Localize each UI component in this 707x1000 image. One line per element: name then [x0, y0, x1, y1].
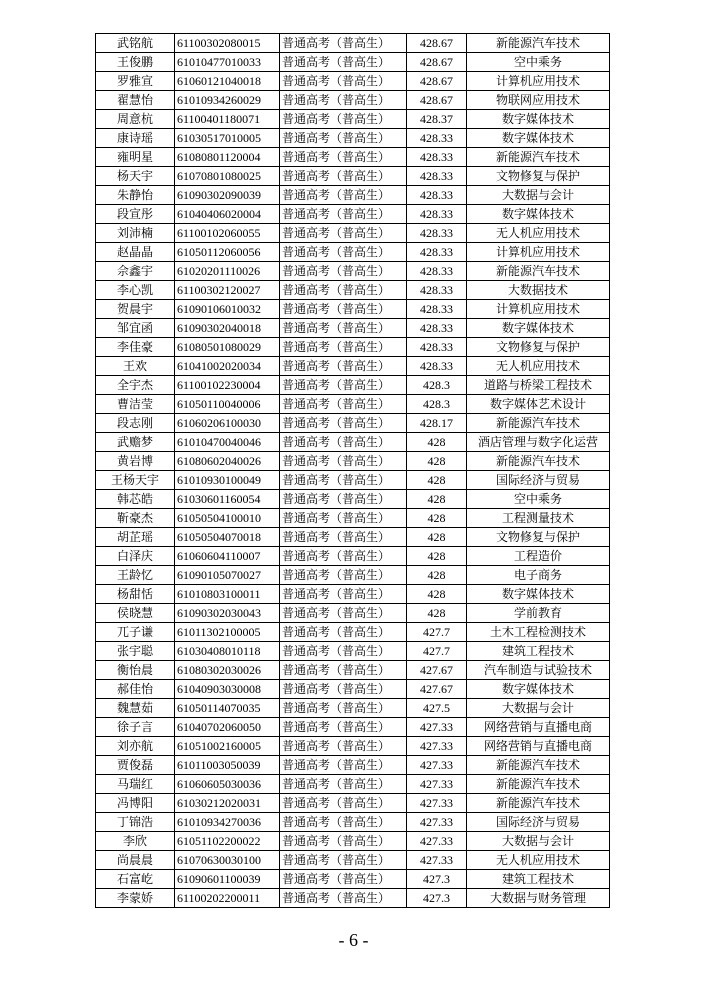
table-body	[96, 34, 610, 908]
student-name-cell: 刘亦航	[96, 737, 175, 756]
score-cell: 427.33	[407, 794, 467, 813]
score-cell: 428.33	[407, 129, 467, 148]
exam-type-cell: 普通高考（普高生）	[280, 300, 407, 319]
student-name-cell: 白泽庆	[96, 547, 175, 566]
exam-id-cell: 61010470040046	[175, 433, 280, 452]
score-cell: 428.33	[407, 243, 467, 262]
exam-id-cell: 61051102200022	[175, 832, 280, 851]
exam-type-cell: 普通高考（普高生）	[280, 661, 407, 680]
major-cell: 网络营销与直播电商	[467, 718, 610, 737]
exam-id-cell: 61011003050039	[175, 756, 280, 775]
major-cell: 新能源汽车技术	[467, 262, 610, 281]
major-cell: 数字媒体艺术设计	[467, 395, 610, 414]
exam-type-cell: 普通高考（普高生）	[280, 414, 407, 433]
major-cell: 新能源汽车技术	[467, 34, 610, 53]
score-cell: 428	[407, 528, 467, 547]
exam-id-cell: 61040903030008	[175, 680, 280, 699]
exam-type-cell: 普通高考（普高生）	[280, 528, 407, 547]
exam-type-cell: 普通高考（普高生）	[280, 813, 407, 832]
table-row	[96, 281, 610, 300]
student-name-cell: 朱静怡	[96, 186, 175, 205]
student-name-cell: 赵晶晶	[96, 243, 175, 262]
score-cell: 428	[407, 566, 467, 585]
exam-type-cell: 普通高考（普高生）	[280, 262, 407, 281]
table-row	[96, 471, 610, 490]
exam-type-cell: 普通高考（普高生）	[280, 243, 407, 262]
student-name-cell: 罗雅宣	[96, 72, 175, 91]
major-cell: 数字媒体技术	[467, 585, 610, 604]
exam-id-cell: 61030212020031	[175, 794, 280, 813]
exam-id-cell: 61100302120027	[175, 281, 280, 300]
major-cell: 建筑工程技术	[467, 870, 610, 889]
table-row	[96, 870, 610, 889]
score-cell: 427.7	[407, 623, 467, 642]
student-name-cell: 佘鑫宇	[96, 262, 175, 281]
table-row	[96, 395, 610, 414]
exam-type-cell: 普通高考（普高生）	[280, 889, 407, 908]
exam-id-cell: 61030408010118	[175, 642, 280, 661]
score-cell: 427.7	[407, 642, 467, 661]
exam-id-cell: 61041002020034	[175, 357, 280, 376]
exam-id-cell: 61020201110026	[175, 262, 280, 281]
exam-type-cell: 普通高考（普高生）	[280, 699, 407, 718]
major-cell: 学前教育	[467, 604, 610, 623]
score-cell: 428.33	[407, 262, 467, 281]
exam-id-cell: 61090601100039	[175, 870, 280, 889]
major-cell: 新能源汽车技术	[467, 775, 610, 794]
table-row	[96, 129, 610, 148]
exam-id-cell: 61050504100010	[175, 509, 280, 528]
exam-id-cell: 61050504070018	[175, 528, 280, 547]
major-cell: 空中乘务	[467, 53, 610, 72]
table-row	[96, 91, 610, 110]
exam-type-cell: 普通高考（普高生）	[280, 395, 407, 414]
major-cell: 无人机应用技术	[467, 851, 610, 870]
table-row	[96, 319, 610, 338]
student-name-cell: 马瑞红	[96, 775, 175, 794]
exam-type-cell: 普通高考（普高生）	[280, 623, 407, 642]
major-cell: 物联网应用技术	[467, 91, 610, 110]
table-row	[96, 262, 610, 281]
exam-id-cell: 61010930100049	[175, 471, 280, 490]
exam-id-cell: 61060121040018	[175, 72, 280, 91]
exam-id-cell: 61100302080015	[175, 34, 280, 53]
table-row	[96, 72, 610, 91]
exam-id-cell: 61090302030043	[175, 604, 280, 623]
student-name-cell: 石富屹	[96, 870, 175, 889]
student-name-cell: 曹洁莹	[96, 395, 175, 414]
exam-id-cell: 61051002160005	[175, 737, 280, 756]
major-cell: 无人机应用技术	[467, 224, 610, 243]
score-cell: 427.67	[407, 680, 467, 699]
score-cell: 428	[407, 471, 467, 490]
score-cell: 428.33	[407, 148, 467, 167]
student-name-cell: 康诗瑶	[96, 129, 175, 148]
score-cell: 428.33	[407, 319, 467, 338]
table-row	[96, 851, 610, 870]
table-row	[96, 509, 610, 528]
student-name-cell: 韩芯皓	[96, 490, 175, 509]
table-row	[96, 148, 610, 167]
major-cell: 大数据与财务管理	[467, 889, 610, 908]
major-cell: 土木工程检测技术	[467, 623, 610, 642]
student-name-cell: 杨天宇	[96, 167, 175, 186]
major-cell: 数字媒体技术	[467, 205, 610, 224]
exam-type-cell: 普通高考（普高生）	[280, 851, 407, 870]
major-cell: 计算机应用技术	[467, 300, 610, 319]
table-row	[96, 452, 610, 471]
score-cell: 428.3	[407, 376, 467, 395]
score-cell: 427.33	[407, 851, 467, 870]
score-cell: 428	[407, 452, 467, 471]
table-row	[96, 775, 610, 794]
exam-id-cell: 61100401180071	[175, 110, 280, 129]
major-cell: 大数据技术	[467, 281, 610, 300]
major-cell: 文物修复与保护	[467, 338, 610, 357]
student-name-cell: 王欢	[96, 357, 175, 376]
major-cell: 工程测量技术	[467, 509, 610, 528]
exam-id-cell: 61080602040026	[175, 452, 280, 471]
major-cell: 文物修复与保护	[467, 528, 610, 547]
score-cell: 428.33	[407, 205, 467, 224]
score-cell: 428.3	[407, 395, 467, 414]
table-row	[96, 756, 610, 775]
exam-id-cell: 61090106010032	[175, 300, 280, 319]
score-cell: 428.33	[407, 281, 467, 300]
score-cell: 427.3	[407, 889, 467, 908]
student-name-cell: 魏慧茹	[96, 699, 175, 718]
exam-type-cell: 普通高考（普高生）	[280, 91, 407, 110]
table-row	[96, 528, 610, 547]
major-cell: 工程造价	[467, 547, 610, 566]
exam-id-cell: 61090105070027	[175, 566, 280, 585]
score-cell: 427.33	[407, 718, 467, 737]
table-row	[96, 186, 610, 205]
exam-id-cell: 61010934260029	[175, 91, 280, 110]
exam-type-cell: 普通高考（普高生）	[280, 186, 407, 205]
exam-id-cell: 61100202200011	[175, 889, 280, 908]
student-name-cell: 靳豪杰	[96, 509, 175, 528]
table-row	[96, 680, 610, 699]
score-cell: 428.33	[407, 224, 467, 243]
exam-type-cell: 普通高考（普高生）	[280, 34, 407, 53]
exam-type-cell: 普通高考（普高生）	[280, 490, 407, 509]
table-row	[96, 243, 610, 262]
student-name-cell: 李蒙娇	[96, 889, 175, 908]
exam-id-cell: 61050112060056	[175, 243, 280, 262]
table-row	[96, 832, 610, 851]
exam-id-cell: 61080501080029	[175, 338, 280, 357]
score-cell: 428.33	[407, 167, 467, 186]
table-row	[96, 110, 610, 129]
score-cell: 427.5	[407, 699, 467, 718]
major-cell: 无人机应用技术	[467, 357, 610, 376]
table-row	[96, 889, 610, 908]
exam-type-cell: 普通高考（普高生）	[280, 547, 407, 566]
student-name-cell: 李欣	[96, 832, 175, 851]
student-name-cell: 徐子言	[96, 718, 175, 737]
table-row	[96, 794, 610, 813]
score-cell: 428	[407, 490, 467, 509]
table-row	[96, 338, 610, 357]
major-cell: 文物修复与保护	[467, 167, 610, 186]
major-cell: 计算机应用技术	[467, 72, 610, 91]
exam-id-cell: 61090302040018	[175, 319, 280, 338]
table-row	[96, 357, 610, 376]
student-name-cell: 尚晨晨	[96, 851, 175, 870]
score-cell: 428	[407, 433, 467, 452]
student-name-cell: 王龄忆	[96, 566, 175, 585]
student-name-cell: 王俊鹏	[96, 53, 175, 72]
exam-type-cell: 普通高考（普高生）	[280, 281, 407, 300]
table-row	[96, 604, 610, 623]
exam-id-cell: 61080801120004	[175, 148, 280, 167]
table-row	[96, 737, 610, 756]
exam-type-cell: 普通高考（普高生）	[280, 832, 407, 851]
table-row	[96, 433, 610, 452]
major-cell: 大数据与会计	[467, 832, 610, 851]
score-cell: 428	[407, 547, 467, 566]
exam-type-cell: 普通高考（普高生）	[280, 870, 407, 889]
major-cell: 大数据与会计	[467, 186, 610, 205]
exam-type-cell: 普通高考（普高生）	[280, 718, 407, 737]
table-row	[96, 585, 610, 604]
exam-id-cell: 61040702060050	[175, 718, 280, 737]
table-row	[96, 642, 610, 661]
exam-id-cell: 61100102230004	[175, 376, 280, 395]
student-name-cell: 段宣彤	[96, 205, 175, 224]
exam-id-cell: 61010477010033	[175, 53, 280, 72]
student-name-cell: 冯博阳	[96, 794, 175, 813]
student-name-cell: 邹宜函	[96, 319, 175, 338]
score-cell: 428.33	[407, 338, 467, 357]
score-cell: 428	[407, 604, 467, 623]
student-name-cell: 杨甜恬	[96, 585, 175, 604]
score-cell: 428.33	[407, 357, 467, 376]
exam-type-cell: 普通高考（普高生）	[280, 376, 407, 395]
student-name-cell: 刘沛楠	[96, 224, 175, 243]
exam-type-cell: 普通高考（普高生）	[280, 72, 407, 91]
student-name-cell: 衡怡晨	[96, 661, 175, 680]
major-cell: 汽车制造与试验技术	[467, 661, 610, 680]
student-name-cell: 周意杭	[96, 110, 175, 129]
exam-id-cell: 61040406020004	[175, 205, 280, 224]
exam-type-cell: 普通高考（普高生）	[280, 794, 407, 813]
exam-type-cell: 普通高考（普高生）	[280, 452, 407, 471]
exam-id-cell: 61080302030026	[175, 661, 280, 680]
major-cell: 数字媒体技术	[467, 319, 610, 338]
exam-type-cell: 普通高考（普高生）	[280, 737, 407, 756]
table-row	[96, 490, 610, 509]
major-cell: 数字媒体技术	[467, 129, 610, 148]
major-cell: 空中乘务	[467, 490, 610, 509]
major-cell: 新能源汽车技术	[467, 414, 610, 433]
student-name-cell: 翟慧怡	[96, 91, 175, 110]
score-cell: 427.33	[407, 775, 467, 794]
exam-type-cell: 普通高考（普高生）	[280, 680, 407, 699]
exam-id-cell: 61060605030036	[175, 775, 280, 794]
exam-type-cell: 普通高考（普高生）	[280, 338, 407, 357]
table-row	[96, 547, 610, 566]
major-cell: 国际经济与贸易	[467, 471, 610, 490]
exam-type-cell: 普通高考（普高生）	[280, 167, 407, 186]
table-row	[96, 661, 610, 680]
exam-type-cell: 普通高考（普高生）	[280, 357, 407, 376]
page-number: - 6 -	[338, 930, 369, 950]
table-row	[96, 224, 610, 243]
score-cell: 428.37	[407, 110, 467, 129]
table-row	[96, 53, 610, 72]
exam-type-cell: 普通高考（普高生）	[280, 319, 407, 338]
score-cell: 427.67	[407, 661, 467, 680]
major-cell: 电子商务	[467, 566, 610, 585]
table-row	[96, 566, 610, 585]
exam-type-cell: 普通高考（普高生）	[280, 205, 407, 224]
exam-id-cell: 61011302100005	[175, 623, 280, 642]
major-cell: 道路与桥梁工程技术	[467, 376, 610, 395]
student-name-cell: 侯晓慧	[96, 604, 175, 623]
student-name-cell: 李佳豪	[96, 338, 175, 357]
table-row	[96, 376, 610, 395]
score-cell: 427.3	[407, 870, 467, 889]
exam-id-cell: 61060206100030	[175, 414, 280, 433]
student-name-cell: 贺晨宇	[96, 300, 175, 319]
exam-id-cell: 61010803100011	[175, 585, 280, 604]
score-cell: 428	[407, 585, 467, 604]
student-name-cell: 武赡梦	[96, 433, 175, 452]
major-cell: 网络营销与直播电商	[467, 737, 610, 756]
student-name-cell: 兀子谦	[96, 623, 175, 642]
exam-id-cell: 61030601160054	[175, 490, 280, 509]
score-cell: 428.33	[407, 300, 467, 319]
exam-type-cell: 普通高考（普高生）	[280, 585, 407, 604]
exam-type-cell: 普通高考（普高生）	[280, 433, 407, 452]
major-cell: 大数据与会计	[467, 699, 610, 718]
exam-type-cell: 普通高考（普高生）	[280, 148, 407, 167]
exam-id-cell: 61030517010005	[175, 129, 280, 148]
major-cell: 新能源汽车技术	[467, 148, 610, 167]
score-cell: 427.33	[407, 756, 467, 775]
student-name-cell: 全宇杰	[96, 376, 175, 395]
student-name-cell: 李心凯	[96, 281, 175, 300]
score-cell: 427.33	[407, 813, 467, 832]
exam-type-cell: 普通高考（普高生）	[280, 775, 407, 794]
major-cell: 数字媒体技术	[467, 110, 610, 129]
exam-type-cell: 普通高考（普高生）	[280, 566, 407, 585]
score-cell: 428.67	[407, 72, 467, 91]
exam-type-cell: 普通高考（普高生）	[280, 642, 407, 661]
exam-type-cell: 普通高考（普高生）	[280, 471, 407, 490]
table-row	[96, 699, 610, 718]
student-name-cell: 丁锦浩	[96, 813, 175, 832]
score-cell: 428	[407, 509, 467, 528]
score-cell: 428.33	[407, 186, 467, 205]
major-cell: 计算机应用技术	[467, 243, 610, 262]
table-row	[96, 205, 610, 224]
major-cell: 新能源汽车技术	[467, 452, 610, 471]
student-name-cell: 王杨天宇	[96, 471, 175, 490]
table-row	[96, 813, 610, 832]
student-name-cell: 武铭航	[96, 34, 175, 53]
exam-id-cell: 61100102060055	[175, 224, 280, 243]
exam-type-cell: 普通高考（普高生）	[280, 110, 407, 129]
table-row	[96, 167, 610, 186]
admission-table	[95, 33, 610, 908]
student-name-cell: 张宇聪	[96, 642, 175, 661]
exam-id-cell: 61010934270036	[175, 813, 280, 832]
exam-type-cell: 普通高考（普高生）	[280, 756, 407, 775]
score-cell: 428.67	[407, 53, 467, 72]
exam-type-cell: 普通高考（普高生）	[280, 224, 407, 243]
student-name-cell: 郝佳怡	[96, 680, 175, 699]
exam-id-cell: 61070630030100	[175, 851, 280, 870]
exam-type-cell: 普通高考（普高生）	[280, 129, 407, 148]
exam-type-cell: 普通高考（普高生）	[280, 53, 407, 72]
table-row	[96, 414, 610, 433]
student-name-cell: 段志刚	[96, 414, 175, 433]
score-cell: 428.67	[407, 34, 467, 53]
student-name-cell: 贾俊磊	[96, 756, 175, 775]
exam-type-cell: 普通高考（普高生）	[280, 604, 407, 623]
score-cell: 428.17	[407, 414, 467, 433]
exam-type-cell: 普通高考（普高生）	[280, 509, 407, 528]
table-row	[96, 718, 610, 737]
score-cell: 428.67	[407, 91, 467, 110]
major-cell: 数字媒体技术	[467, 680, 610, 699]
exam-id-cell: 61050110040006	[175, 395, 280, 414]
major-cell: 新能源汽车技术	[467, 756, 610, 775]
exam-id-cell: 61070801080025	[175, 167, 280, 186]
exam-id-cell: 61050114070035	[175, 699, 280, 718]
student-name-cell: 胡芷瑶	[96, 528, 175, 547]
table-row	[96, 623, 610, 642]
score-cell: 427.33	[407, 832, 467, 851]
major-cell: 建筑工程技术	[467, 642, 610, 661]
major-cell: 新能源汽车技术	[467, 794, 610, 813]
score-cell: 427.33	[407, 737, 467, 756]
student-name-cell: 雍明星	[96, 148, 175, 167]
major-cell: 国际经济与贸易	[467, 813, 610, 832]
major-cell: 酒店管理与数字化运营	[467, 433, 610, 452]
student-name-cell: 黄岩博	[96, 452, 175, 471]
table-row	[96, 34, 610, 53]
table-row	[96, 300, 610, 319]
exam-id-cell: 61060604110007	[175, 547, 280, 566]
exam-id-cell: 61090302090039	[175, 186, 280, 205]
